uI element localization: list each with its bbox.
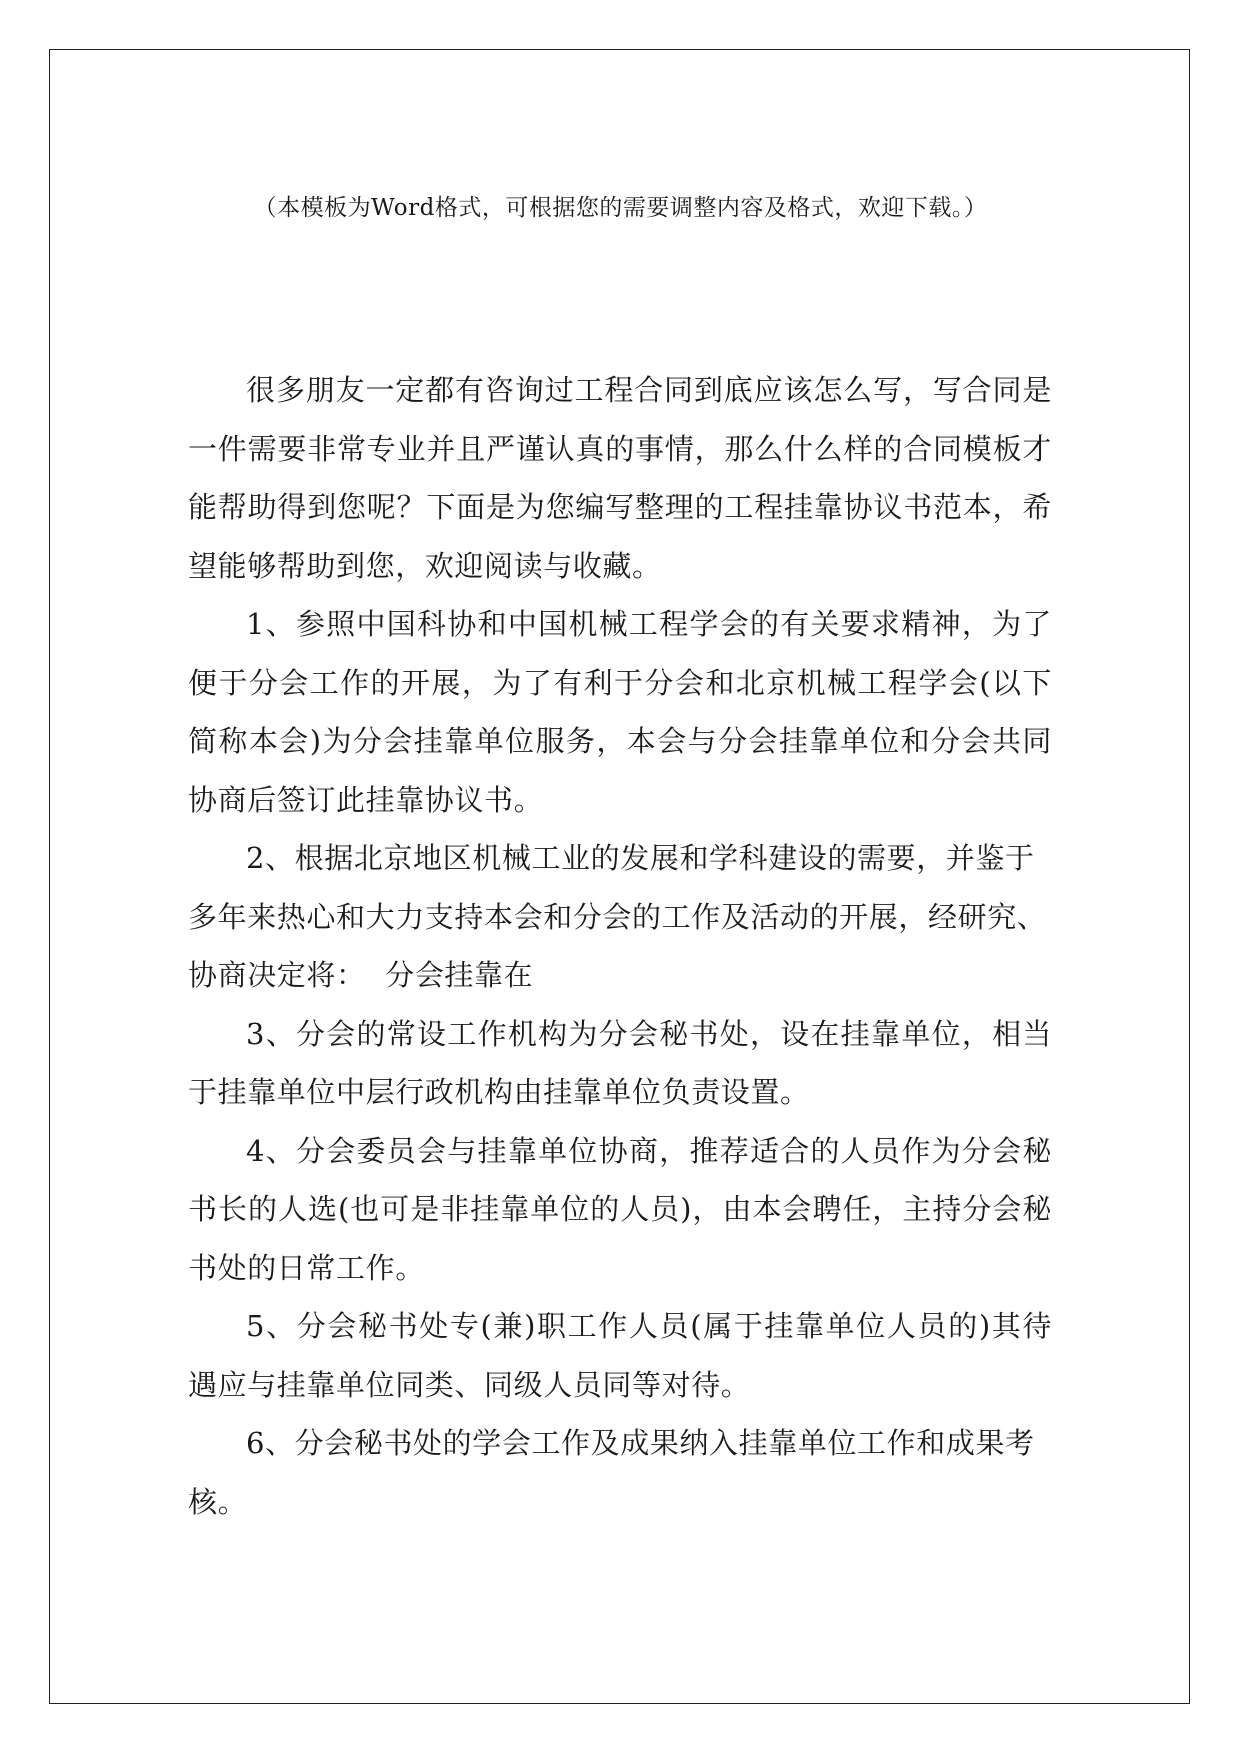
intro-paragraph: 很多朋友一定都有咨询过工程合同到底应该怎么写，写合同是一件需要非常专业并且严谨认真的事情，那么什么样的合同模板才能帮助得到您呢？下面是为您编写整理的工程挂靠协议书范本，希望能够帮助到您，欢迎阅读与收藏。 [188,373,1052,583]
clause-1-paragraph: 1、参照中国科协和中国机械工程学会的有关要求精神，为了便于分会工作的开展，为了有利于分会和北京机械工程学会(以下简称本会)为分会挂靠单位服务，本会与分会挂靠单位和分会共同协商后签订此挂靠协议书。 [188,607,1052,817]
clause-3-paragraph: 3、分会的常设工作机构为分会秘书处，设在挂靠单位，相当于挂靠单位中层行政机构由挂靠单位负责设置。 [188,1016,1052,1109]
clause-4-paragraph: 4、分会委员会与挂靠单位协商，推荐适合的人员作为分会秘书长的人选(也可是非挂靠单位的人员)，由本会聘任，主持分会秘书处的日常工作。 [188,1133,1052,1285]
template-note: （本模板为Word格式，可根据您的需要调整内容及格式，欢迎下载。） [253,195,988,221]
clause-5-paragraph: 5、分会秘书处专(兼)职工作人员(属于挂靠单位人员的)其待遇应与挂靠单位同类、同级人员同等对待。 [188,1309,1052,1402]
document-body [188,361,1052,1531]
clause-6-paragraph: 6、分会秘书处的学会工作及成果纳入挂靠单位工作和成果考核。 [188,1426,1035,1519]
clause-2-paragraph: 2、根据北京地区机械工业的发展和学科建设的需要，并鉴于多年来热心和大力支持本会和分会的工作及活动的开展，经研究、协商决定将： 分会挂靠在 [188,841,1047,992]
